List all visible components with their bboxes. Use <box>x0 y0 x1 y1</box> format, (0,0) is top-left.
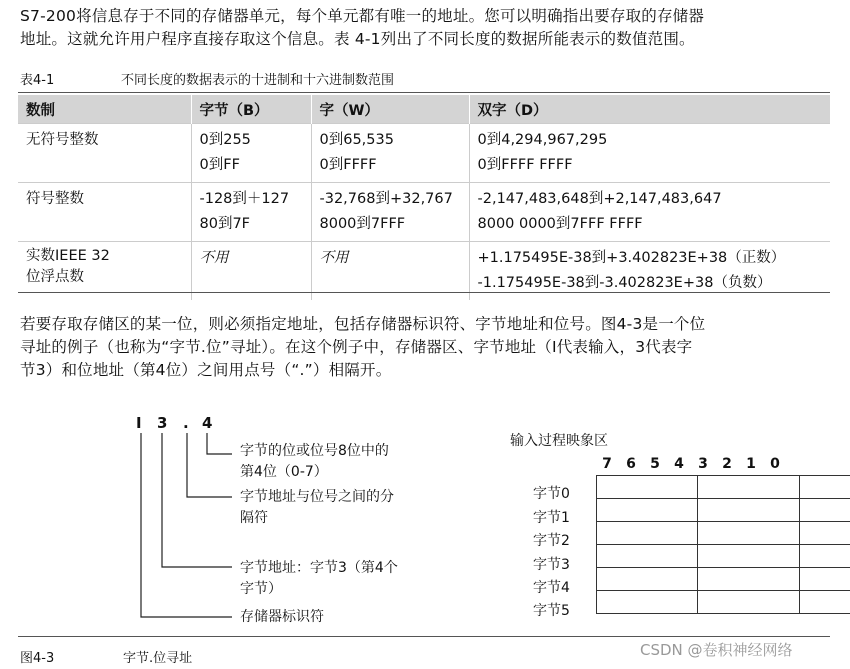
figure-caption-number: 图4-3 <box>20 651 55 666</box>
byte-range-dec: 0到255 <box>199 132 251 148</box>
bit-number-4: 4 <box>674 456 684 472</box>
dword-range-dec: 0到4,294,967,295 <box>477 132 608 148</box>
label-separator-line-1: 字节地址与位号之间的分 <box>240 489 394 505</box>
header-word: 字（W） <box>311 95 469 124</box>
input-image-grid <box>596 475 850 614</box>
bit-number-6: 6 <box>626 456 636 472</box>
figure-caption-rule <box>18 636 830 637</box>
type-label: 符号整数 <box>26 191 84 207</box>
label-bit-line-1: 字节的位或位号8位中的 <box>240 443 389 459</box>
dword-range-dec: -2,147,483,648到+2,147,483,647 <box>477 191 722 207</box>
grid-cell <box>698 499 799 522</box>
label-byte-address-line-1: 字节地址：字节3（第4个 <box>240 560 398 576</box>
address-char-dot: . <box>183 414 189 432</box>
label-byte-address <box>240 558 398 600</box>
grid-cell <box>799 568 850 591</box>
figure-caption-title: 字节.位寻址 <box>123 651 193 666</box>
word-range-dec: -32,768到+32,767 <box>319 191 453 207</box>
word-not-used: 不用 <box>319 250 349 266</box>
grid-cell <box>698 522 799 545</box>
byte-not-used: 不用 <box>199 250 229 266</box>
dword-positive-range: +1.175495E-38到+3.402823E+38（正数） <box>477 250 786 266</box>
header-byte: 字节（B） <box>191 95 311 124</box>
bit-number-1: 1 <box>746 456 756 472</box>
label-bit-number <box>240 441 389 483</box>
label-separator <box>240 487 394 529</box>
byte-label-3: 字节3 <box>533 557 570 573</box>
input-image-title: 输入过程映象区 <box>510 433 608 449</box>
grid-row <box>597 476 850 499</box>
grid-cell <box>698 545 799 568</box>
grid-row <box>597 499 850 522</box>
address-char-bit: 4 <box>202 414 213 432</box>
address-char-area: I <box>136 414 142 432</box>
grid-cell <box>597 522 698 545</box>
grid-row <box>597 568 850 591</box>
grid-cell <box>698 568 799 591</box>
para2-line-3: 节3）和位地址（第4位）之间用点号（“.”）相隔开。 <box>20 361 392 379</box>
intro-line-1: S7-200将信息存于不同的存储器单元，每个单元都有唯一的地址。您可以明确指出要存取的存储器 <box>20 7 705 25</box>
word-range-hex: 0到FFFF <box>319 157 377 173</box>
grid-row <box>597 545 850 568</box>
address-char-byte: 3 <box>157 414 168 432</box>
label-area-identifier: 存储器标识符 <box>240 609 324 625</box>
type-label: 无符号整数 <box>26 132 99 148</box>
grid-cell <box>597 545 698 568</box>
csdn-watermark: CSDN @卷积神经网络 <box>640 641 793 659</box>
table-caption-number: 表4-1 <box>20 73 55 88</box>
para2-line-1: 若要存取存储区的某一位，则必须指定地址，包括存储器标识符、字节地址和位号。图4-3是一个位 <box>20 315 706 333</box>
label-bit-line-2: 第4位（0-7） <box>240 464 328 480</box>
para2-line-2: 寻址的例子（也称为“字节.位”寻址）。在这个例子中，存储器区、字节地址（I代表输入，3代表字 <box>20 338 693 356</box>
grid-row <box>597 591 850 614</box>
bit-number-0: 0 <box>770 456 780 472</box>
grid-cell <box>698 591 799 614</box>
byte-range-hex: 0到FF <box>199 157 240 173</box>
byte-label-4: 字节4 <box>533 580 570 596</box>
dword-range-hex: 8000 0000到7FFF FFFF <box>477 216 643 232</box>
bit-number-3: 3 <box>698 456 708 472</box>
bit-number-2: 2 <box>722 456 732 472</box>
header-dword: 双字（D） <box>469 95 830 124</box>
label-separator-line-2: 隔符 <box>240 510 268 526</box>
grid-cell <box>799 522 850 545</box>
intro-line-2: 地址。这就允许用户程序直接存取这个信息。表 4-1列出了不同长度的数据所能表示的数值范围。 <box>20 30 695 48</box>
grid-row <box>597 522 850 545</box>
dword-negative-range: -1.175495E-38到-3.402823E+38（负数） <box>477 275 772 291</box>
label-byte-address-line-2: 字节） <box>240 581 282 597</box>
bit-number-7: 7 <box>602 456 612 472</box>
byte-label-1: 字节1 <box>533 510 570 526</box>
grid-cell <box>799 591 850 614</box>
grid-cell <box>799 476 850 499</box>
grid-cell <box>799 545 850 568</box>
dword-range-hex: 0到FFFF FFFF <box>477 157 573 173</box>
grid-cell <box>597 591 698 614</box>
grid-cell <box>698 476 799 499</box>
byte-label-0: 字节0 <box>533 486 570 502</box>
table-caption-title: 不同长度的数据表示的十进制和十六进制数范围 <box>121 73 395 88</box>
bit-number-5: 5 <box>650 456 660 472</box>
byte-label-2: 字节2 <box>533 533 570 549</box>
type-label-line-1: 实数IEEE 32 <box>26 248 110 264</box>
grid-cell <box>597 499 698 522</box>
word-range-hex: 8000到7FFF <box>319 216 406 232</box>
header-number-system: 数制 <box>18 95 191 124</box>
type-label-line-2: 位浮点数 <box>26 269 84 285</box>
word-range-dec: 0到65,535 <box>319 132 394 148</box>
grid-cell <box>597 476 698 499</box>
byte-range-hex: 80到7F <box>199 216 251 232</box>
grid-cell <box>799 499 850 522</box>
byte-range-dec: -128到＋127 <box>199 191 290 207</box>
byte-label-5: 字节5 <box>533 603 570 619</box>
grid-cell <box>597 568 698 591</box>
